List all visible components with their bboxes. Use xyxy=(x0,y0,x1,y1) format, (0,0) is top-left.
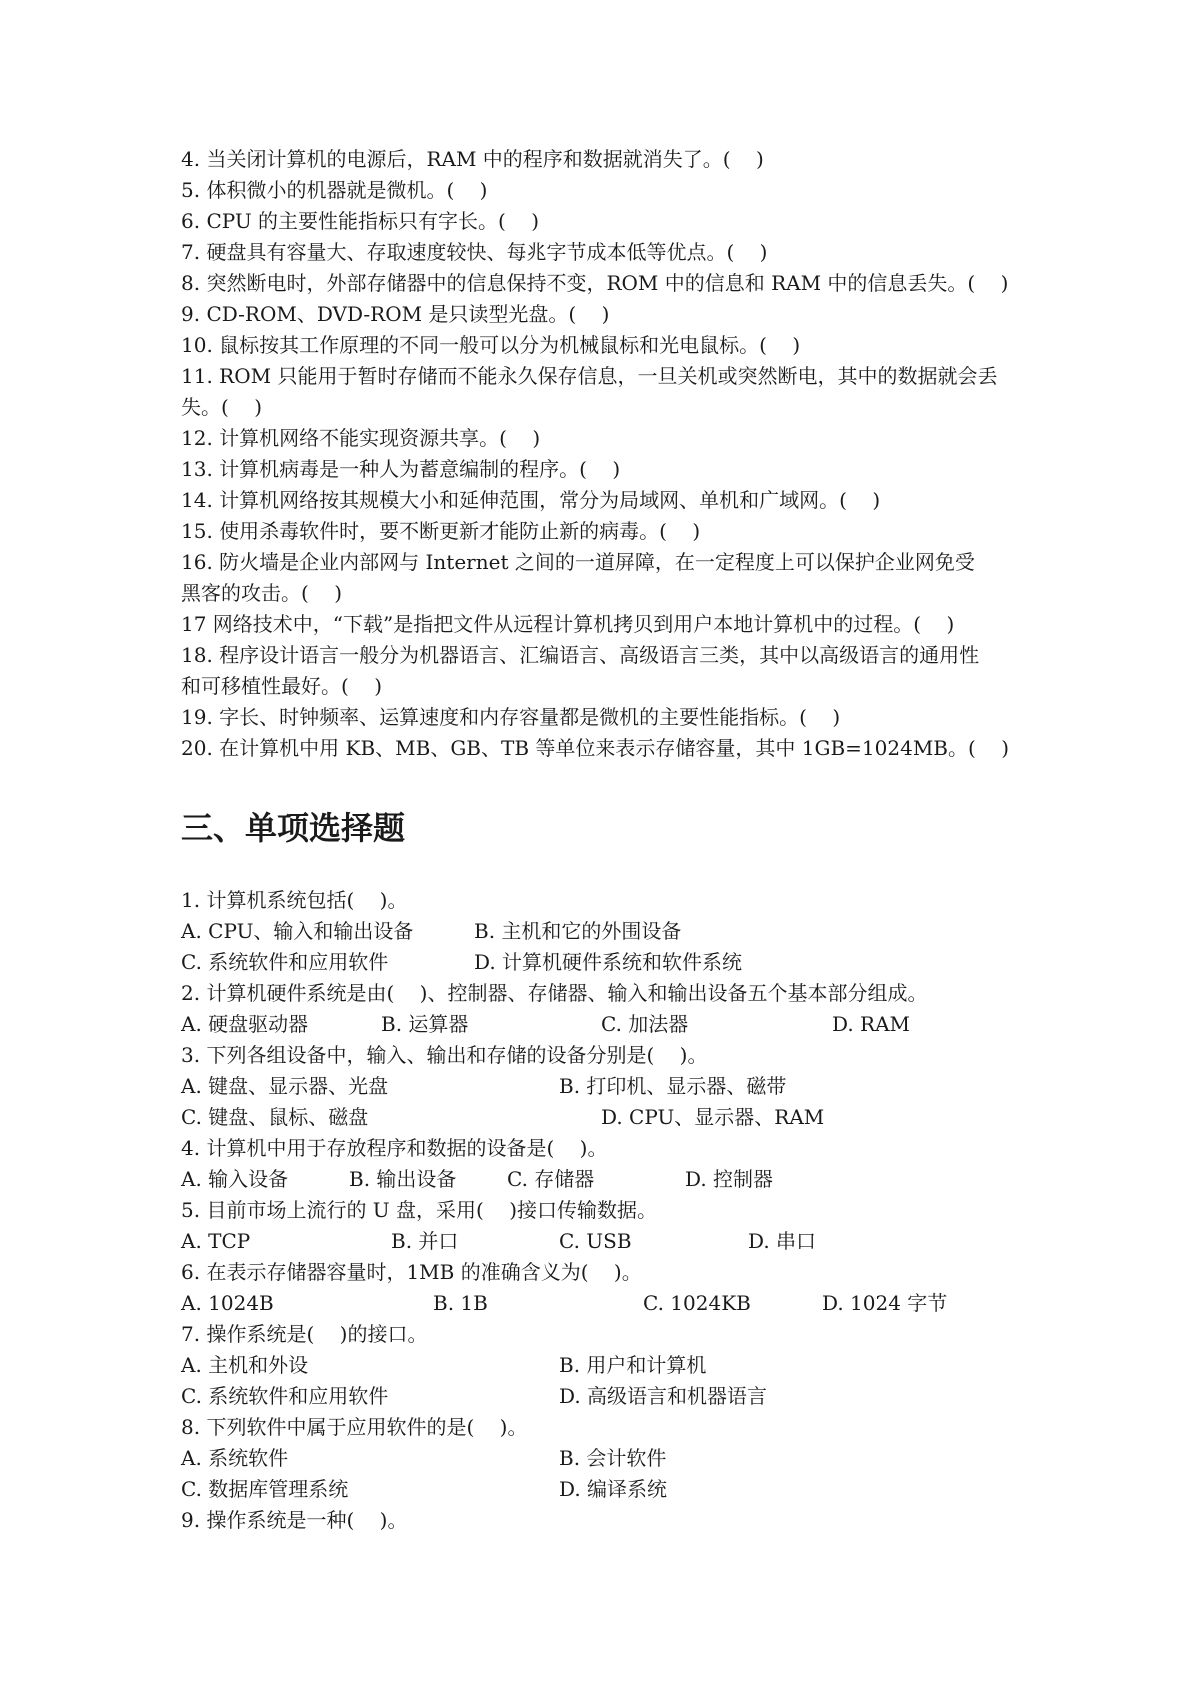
mc-q8-stem: 8. 下列软件中属于应用软件的是( )。 xyxy=(181,1415,528,1439)
tf-item-14: 14. 计算机网络按其规模大小和延伸范围，常分为局域网、单机和广域网。( ) xyxy=(181,488,881,512)
mc-q6-option-c: C. 1024KB xyxy=(643,1291,751,1315)
mc-q9-stem: 9. 操作系统是一种( )。 xyxy=(181,1508,408,1532)
mc-q4-option-a: A. 输入设备 xyxy=(181,1167,289,1191)
mc-q2-option-d: D. RAM xyxy=(832,1012,911,1036)
mc-q5-option-a: A. TCP xyxy=(181,1229,251,1253)
mc-q4-option-d: D. 控制器 xyxy=(685,1167,774,1191)
tf-item-12: 12. 计算机网络不能实现资源共享。( ) xyxy=(181,426,541,450)
tf-item-9: 9. CD-ROM、DVD-ROM 是只读型光盘。( ) xyxy=(181,302,610,326)
mc-q4-option-b: B. 输出设备 xyxy=(349,1167,457,1191)
mc-q5-options xyxy=(181,1228,1021,1254)
mc-q2-stem: 2. 计算机硬件系统是由( )、控制器、存储器、输入和输出设备五个基本部分组成。 xyxy=(181,981,928,1005)
mc-q7-option-b: B. 用户和计算机 xyxy=(559,1353,707,1377)
mc-q7-option-d: D. 高级语言和机器语言 xyxy=(559,1384,768,1408)
mc-q6-options xyxy=(181,1290,1021,1316)
tf-item-5: 5. 体积微小的机器就是微机。( ) xyxy=(181,178,488,202)
mc-q7-options-row2 xyxy=(181,1383,1021,1409)
section-heading: 三、单项选择题 xyxy=(181,809,406,847)
mc-q3-option-c: C. 键盘、鼠标、磁盘 xyxy=(181,1105,369,1129)
mc-q5-option-d: D. 串口 xyxy=(748,1229,817,1253)
mc-q8-option-b: B. 会计软件 xyxy=(559,1446,667,1470)
mc-q6-stem: 6. 在表示存储器容量时，1MB 的准确含义为( )。 xyxy=(181,1260,642,1284)
tf-item-16: 16. 防火墙是企业内部网与 Internet 之间的一道屏障，在一定程度上可以保护企业网免受 xyxy=(181,550,975,574)
mc-q6-option-d: D. 1024 字节 xyxy=(822,1291,948,1315)
mc-q4-options xyxy=(181,1166,1021,1192)
mc-q1-option-a: A. CPU、输入和输出设备 xyxy=(181,919,414,943)
mc-q6-option-a: A. 1024B xyxy=(181,1291,274,1315)
mc-q8-options-row1 xyxy=(181,1445,1021,1471)
mc-q8-option-a: A. 系统软件 xyxy=(181,1446,289,1470)
tf-item-7: 7. 硬盘具有容量大、存取速度较快、每兆字节成本低等优点。( ) xyxy=(181,240,768,264)
mc-q1-option-d: D. 计算机硬件系统和软件系统 xyxy=(474,950,743,974)
mc-q7-option-a: A. 主机和外设 xyxy=(181,1353,309,1377)
mc-q2-option-c: C. 加法器 xyxy=(601,1012,689,1036)
mc-q3-option-a: A. 键盘、显示器、光盘 xyxy=(181,1074,389,1098)
tf-item-6: 6. CPU 的主要性能指标只有字长。( ) xyxy=(181,209,540,233)
mc-q3-stem: 3. 下列各组设备中，输入、输出和存储的设备分别是( )。 xyxy=(181,1043,708,1067)
mc-q7-options-row1 xyxy=(181,1352,1021,1378)
mc-q3-option-b: B. 打印机、显示器、磁带 xyxy=(559,1074,787,1098)
mc-q2-options xyxy=(181,1011,1021,1037)
mc-q1-option-b: B. 主机和它的外围设备 xyxy=(474,919,682,943)
tf-item-11-cont: 失。( ) xyxy=(181,395,263,419)
tf-item-19: 19. 字长、时钟频率、运算速度和内存容量都是微机的主要性能指标。( ) xyxy=(181,705,841,729)
tf-item-16-cont: 黑客的攻击。( ) xyxy=(181,581,343,605)
tf-item-13: 13. 计算机病毒是一种人为蓄意编制的程序。( ) xyxy=(181,457,621,481)
tf-item-4: 4. 当关闭计算机的电源后，RAM 中的程序和数据就消失了。( ) xyxy=(181,147,764,171)
mc-q5-stem: 5. 目前市场上流行的 U 盘，采用( )接口传输数据。 xyxy=(181,1198,658,1222)
tf-item-10: 10. 鼠标按其工作原理的不同一般可以分为机械鼠标和光电鼠标。( ) xyxy=(181,333,801,357)
mc-q5-option-c: C. USB xyxy=(559,1229,632,1253)
mc-q2-option-a: A. 硬盘驱动器 xyxy=(181,1012,309,1036)
tf-item-17: 17 网络技术中，“下载”是指把文件从远程计算机拷贝到用户本地计算机中的过程。( ) xyxy=(181,612,955,636)
mc-q1-stem: 1. 计算机系统包括( )。 xyxy=(181,888,408,912)
mc-q2-option-b: B. 运算器 xyxy=(381,1012,469,1036)
mc-q3-options-row2 xyxy=(181,1104,1021,1130)
mc-q7-stem: 7. 操作系统是( )的接口。 xyxy=(181,1322,428,1346)
tf-item-18: 18. 程序设计语言一般分为机器语言、汇编语言、高级语言三类，其中以高级语言的通用性 xyxy=(181,643,980,667)
mc-q6-option-b: B. 1B xyxy=(433,1291,488,1315)
mc-q8-option-d: D. 编译系统 xyxy=(559,1477,668,1501)
mc-q1-options-row2 xyxy=(181,949,1021,975)
tf-item-15: 15. 使用杀毒软件时，要不断更新才能防止新的病毒。( ) xyxy=(181,519,701,543)
mc-q8-option-c: C. 数据库管理系统 xyxy=(181,1477,349,1501)
mc-q1-options-row1 xyxy=(181,918,1021,944)
mc-q5-option-b: B. 并口 xyxy=(391,1229,459,1253)
mc-q3-option-d: D. CPU、显示器、RAM xyxy=(601,1105,825,1129)
mc-q4-stem: 4. 计算机中用于存放程序和数据的设备是( )。 xyxy=(181,1136,608,1160)
mc-q7-option-c: C. 系统软件和应用软件 xyxy=(181,1384,389,1408)
mc-q3-options-row1 xyxy=(181,1073,1021,1099)
tf-item-20: 20. 在计算机中用 KB、MB、GB、TB 等单位来表示存储容量，其中 1GB=1024MB。( ) xyxy=(181,736,1010,760)
mc-q1-option-c: C. 系统软件和应用软件 xyxy=(181,950,389,974)
tf-item-8: 8. 突然断电时，外部存储器中的信息保持不变，ROM 中的信息和 RAM 中的信息丢失。( ) xyxy=(181,271,1009,295)
mc-q4-option-c: C. 存储器 xyxy=(507,1167,595,1191)
mc-q8-options-row2 xyxy=(181,1476,1021,1502)
tf-item-18-cont: 和可移植性最好。( ) xyxy=(181,674,383,698)
tf-item-11: 11. ROM 只能用于暂时存储而不能永久保存信息，一旦关机或突然断电，其中的数据就会丢 xyxy=(181,364,998,388)
